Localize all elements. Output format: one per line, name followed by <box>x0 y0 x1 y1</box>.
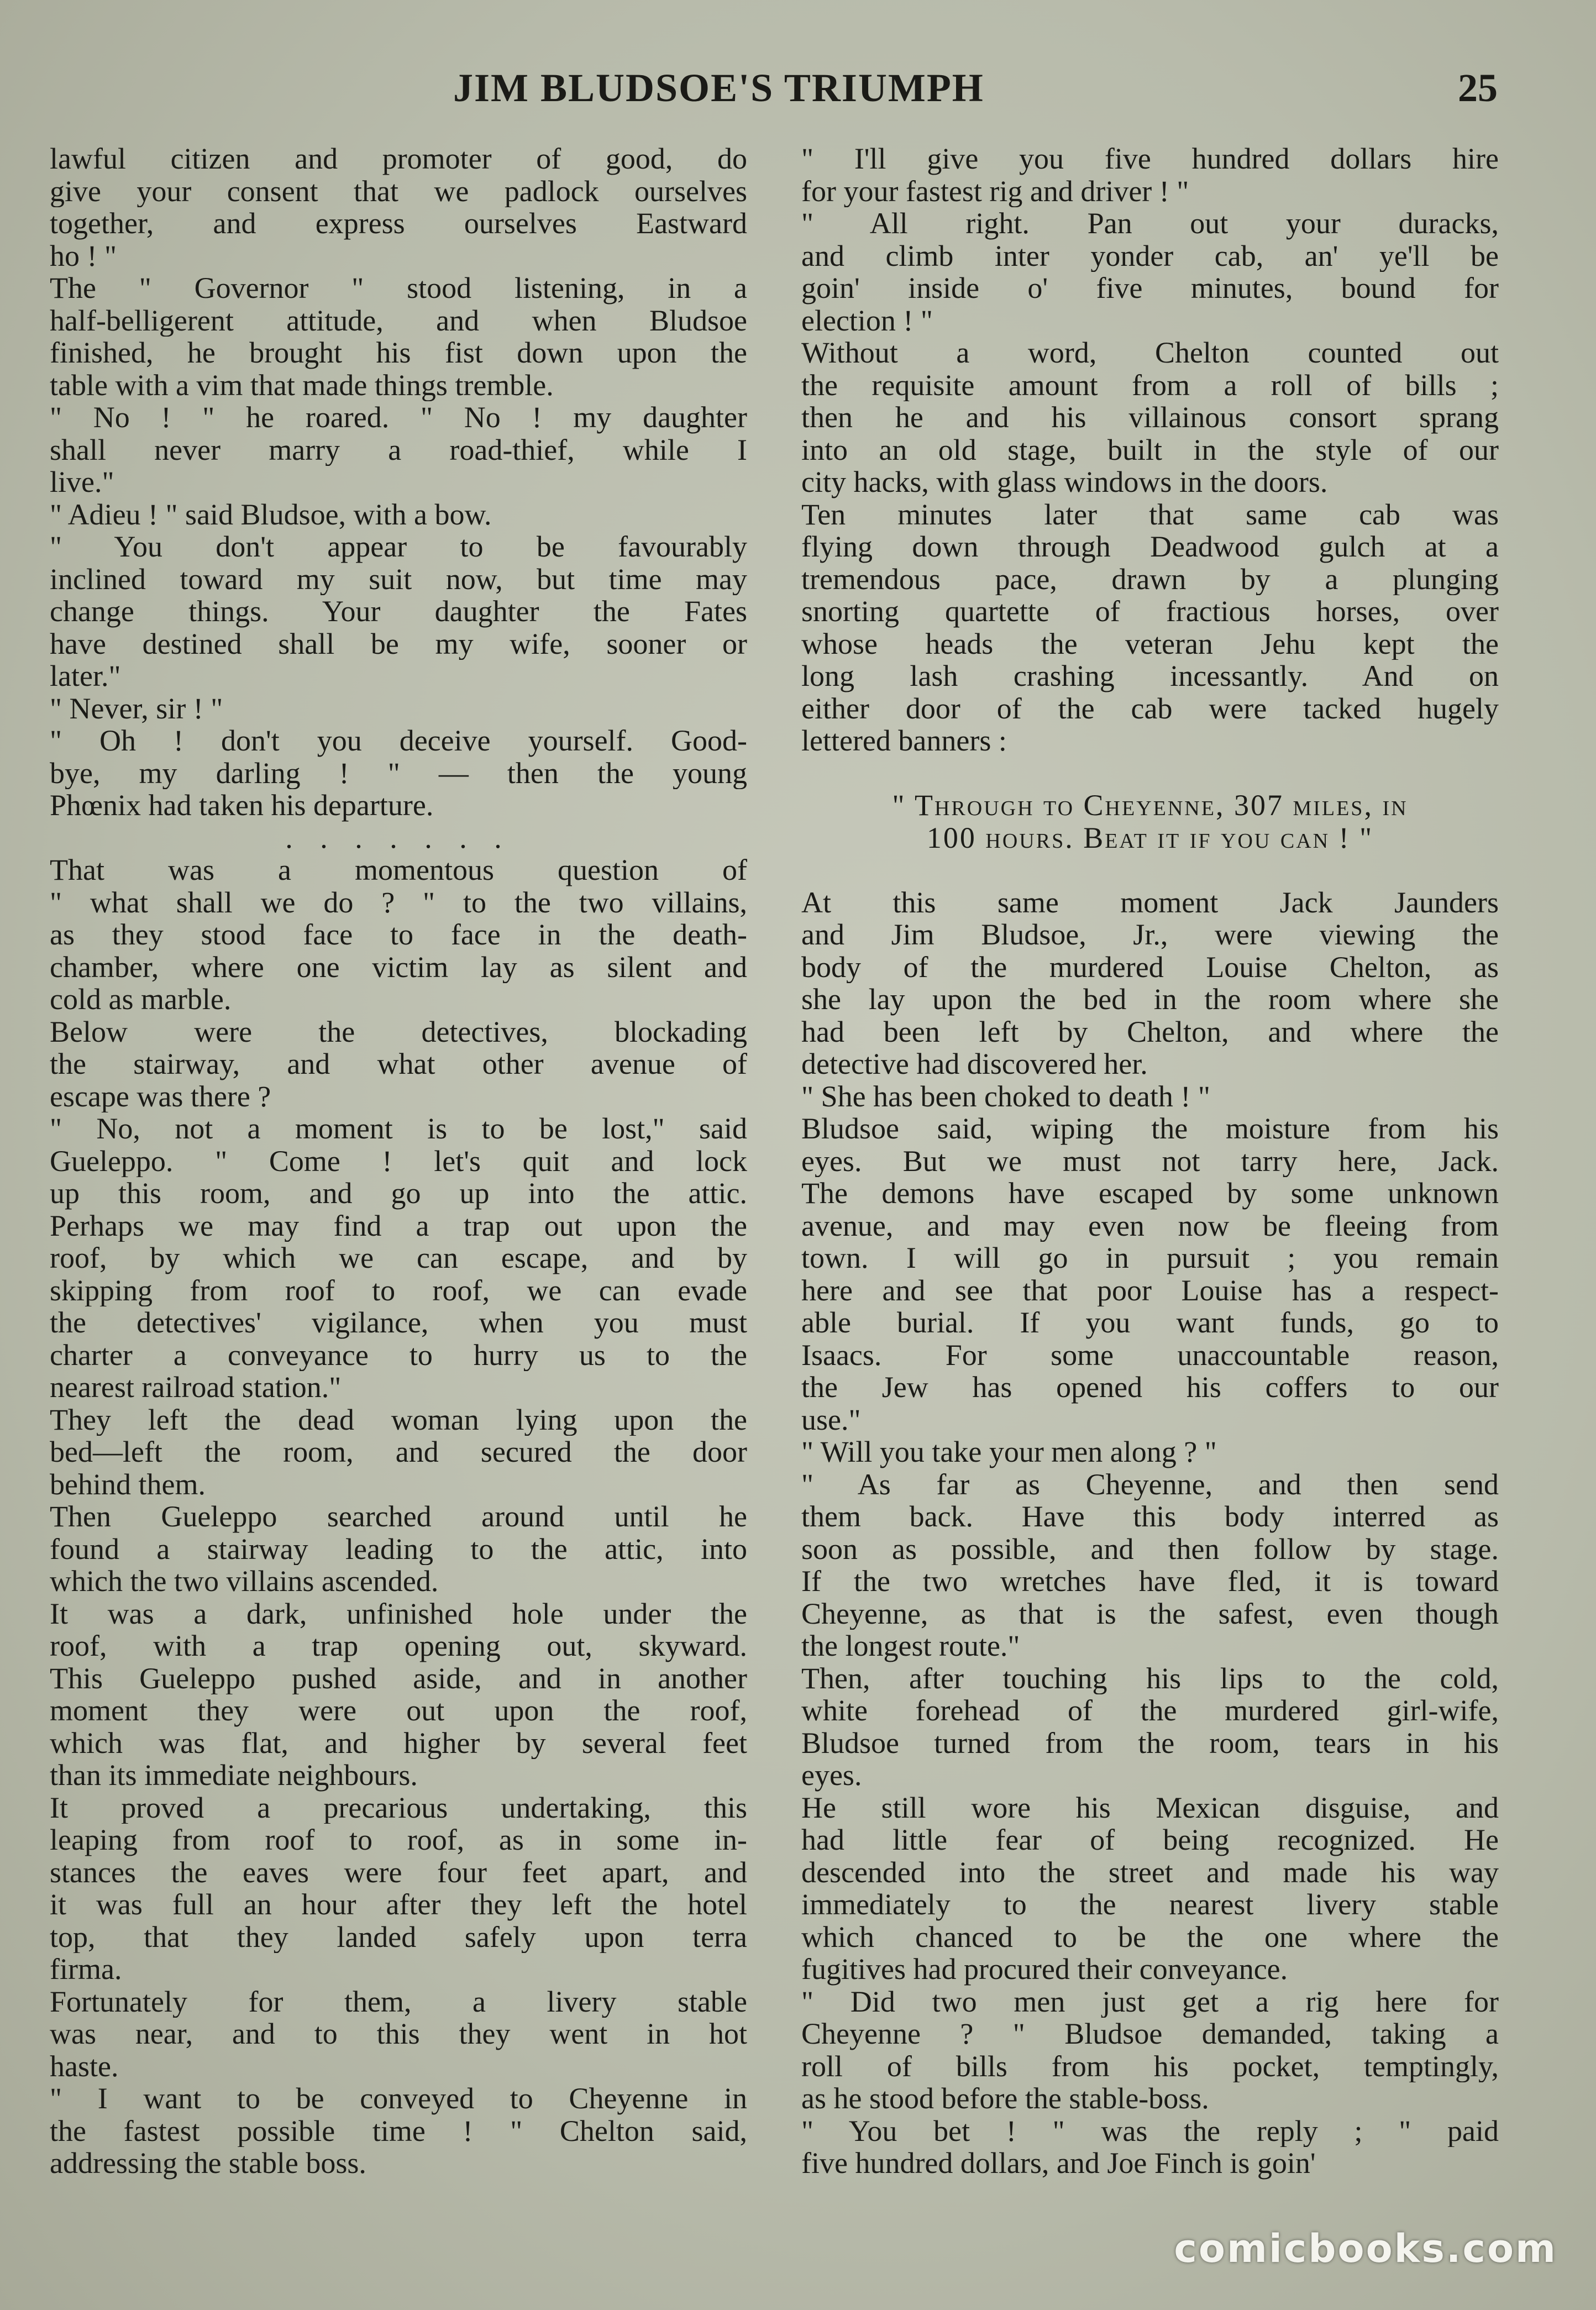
text-line: she lay upon the bed in the room where she <box>801 983 1499 1016</box>
text-line: inclined toward my suit now, but time may <box>50 563 747 595</box>
text-line: chamber, where one victim lay as silent and <box>50 951 747 983</box>
text-line: goin' inside o' five minutes, bound for <box>801 272 1499 305</box>
text-line: and Jim Bludsoe, Jr., were viewing the <box>801 918 1499 951</box>
text-line: live." <box>50 466 114 498</box>
text-line: as he stood before the stable-boss. <box>801 2082 1209 2115</box>
text-line: Cheyenne ? " Bludsoe demanded, taking a <box>801 2018 1499 2050</box>
text-line: which chanced to be the one where the <box>801 1920 1499 1953</box>
text-line <box>801 757 1499 790</box>
text-line: Isaacs. For some unaccountable reason, <box>801 1338 1499 1371</box>
text-line: Perhaps we may find a trap out upon the <box>50 1209 747 1242</box>
text-line: half-belligerent attitude, and when Bludsoe <box>50 304 747 337</box>
text-line: than its immediate neighbours. <box>50 1759 418 1792</box>
text-line: long lash crashing incessantly. And on <box>801 660 1499 692</box>
text-line: nearest railroad station." <box>50 1371 342 1404</box>
text-line: tremendous pace, drawn by a plunging <box>801 563 1499 595</box>
text-line: have destined shall be my wife, sooner or <box>50 627 747 660</box>
text-line: whose heads the veteran Jehu kept the <box>801 627 1499 660</box>
running-title: JIM BLUDSOE'S TRIUMPH <box>453 66 984 110</box>
text-line: avenue, and may even now be fleeing from <box>801 1209 1499 1242</box>
text-line: Bludsoe turned from the room, tears in his <box>801 1726 1499 1759</box>
text-line: haste. <box>50 2050 119 2082</box>
text-line: five hundred dollars, and Joe Finch is goin' <box>801 2147 1316 2180</box>
text-line: for your fastest rig and driver ! " <box>801 175 1189 207</box>
text-line: which was flat, and higher by several feet <box>50 1726 747 1759</box>
text-line: bed—left the room, and secured the door <box>50 1436 747 1468</box>
text-line: The demons have escaped by some unknown <box>801 1177 1499 1210</box>
text-line: the stairway, and what other avenue of <box>50 1048 747 1080</box>
text-line: the Jew has opened his coffers to our <box>801 1371 1499 1404</box>
text-line: If the two wretches have fled, it is toward <box>801 1565 1499 1598</box>
text-line: " As far as Cheyenne, and then send <box>801 1468 1499 1500</box>
text-line: It proved a precarious undertaking, this <box>50 1791 747 1824</box>
text-line: Bludsoe said, wiping the moisture from his <box>801 1112 1499 1145</box>
text-line: 100 hours. Beat it if you can ! " <box>926 821 1374 854</box>
text-line: The " Governor " stood listening, in a <box>50 272 747 305</box>
text-line: as they stood face to face in the death- <box>50 918 747 951</box>
text-line: either door of the cab were tacked hugely <box>801 692 1499 725</box>
text-line: Below were the detectives, blockading <box>50 1015 747 1048</box>
text-line: soon as possible, and then follow by stage. <box>801 1532 1499 1565</box>
text-line: escape was there ? <box>50 1080 271 1112</box>
text-line: up this room, and go up into the attic. <box>50 1177 747 1210</box>
text-line: town. I will go in pursuit ; you remain <box>801 1242 1499 1274</box>
text-line: " Never, sir ! " <box>50 692 223 725</box>
text-line: city hacks, with glass windows in the doors. <box>801 466 1328 498</box>
text-line: finished, he brought his fist down upon the <box>50 337 747 369</box>
text-line: " Through to Cheyenne, 307 miles, in <box>892 789 1408 822</box>
text-line: table with a vim that made things tremble. <box>50 369 554 401</box>
text-line: the fastest possible time ! " Chelton said, <box>50 2114 747 2147</box>
text-line: the requisite amount from a roll of bills ; <box>801 369 1499 401</box>
text-line: fugitives had procured their conveyance. <box>801 1953 1288 1986</box>
text-line: At this same moment Jack Jaunders <box>801 886 1499 918</box>
text-line: immediately to the nearest livery stable <box>801 1888 1499 1921</box>
text-line: then he and his villainous consort sprang <box>801 401 1499 434</box>
text-line: . . . . . . . <box>285 821 512 854</box>
text-line: white forehead of the murdered girl-wife, <box>801 1694 1499 1727</box>
text-line: the detectives' vigilance, when you must <box>50 1306 747 1339</box>
text-line: addressing the stable boss. <box>50 2147 366 2180</box>
text-line: ho ! " <box>50 239 117 272</box>
text-line: " You don't appear to be favourably <box>50 531 747 563</box>
text-line: and climb inter yonder cab, an' ye'll be <box>801 239 1499 272</box>
text-line: That was a momentous question of <box>50 854 747 886</box>
text-line: into an old stage, built in the style of our <box>801 433 1499 466</box>
text-line: " Oh ! don't you deceive yourself. Good- <box>50 725 747 757</box>
text-line: together, and express ourselves Eastward <box>50 207 747 240</box>
text-line: firma. <box>50 1953 122 1986</box>
text-line: eyes. But we must not tarry here, Jack. <box>801 1144 1499 1177</box>
text-line: " Adieu ! " said Bludsoe, with a bow. <box>50 498 492 531</box>
text-line: which the two villains ascended. <box>50 1565 439 1598</box>
text-line: top, that they landed safely upon terra <box>50 1920 747 1953</box>
text-line: lettered banners : <box>801 725 1007 757</box>
text-line: bye, my darling ! " — then the young <box>50 757 747 789</box>
text-line: behind them. <box>50 1468 206 1500</box>
text-line: snorting quartette of fractious horses, over <box>801 595 1499 628</box>
text-line: give your consent that we padlock ourselves <box>50 175 747 207</box>
text-line: use." <box>801 1403 861 1436</box>
text-line: " I want to be conveyed to Cheyenne in <box>50 2082 747 2115</box>
text-line: " Will you take your men along ? " <box>801 1436 1217 1468</box>
watermark: comicbooks.com <box>1174 2226 1557 2271</box>
text-line: eyes. <box>801 1759 862 1792</box>
text-line: It was a dark, unfinished hole under the <box>50 1597 747 1630</box>
text-line: Without a word, Chelton counted out <box>801 337 1499 369</box>
text-line: " All right. Pan out your duracks, <box>801 207 1499 240</box>
text-line: Ten minutes later that same cab was <box>801 498 1499 531</box>
text-line: stances the eaves were four feet apart, and <box>50 1856 747 1888</box>
text-line: He still wore his Mexican disguise, and <box>801 1791 1499 1824</box>
text-line: roof, with a trap opening out, skyward. <box>50 1630 747 1662</box>
page-number: 25 <box>1458 66 1498 110</box>
left-column <box>50 143 747 2180</box>
text-line: charter a conveyance to hurry us to the <box>50 1338 747 1371</box>
text-line: detective had discovered her. <box>801 1048 1148 1080</box>
text-line: cold as marble. <box>50 983 232 1016</box>
text-line: They left the dead woman lying upon the <box>50 1403 747 1436</box>
text-line: moment they were out upon the roof, <box>50 1694 747 1727</box>
text-line: Then Gueleppo searched around until he <box>50 1500 747 1533</box>
text-line: election ! " <box>801 304 933 337</box>
text-line: had been left by Chelton, and where the <box>801 1015 1499 1048</box>
text-line: descended into the street and made his way <box>801 1856 1499 1888</box>
text-line: " She has been choked to death ! " <box>801 1080 1210 1112</box>
text-line: " No, not a moment is to be lost," said <box>50 1112 747 1145</box>
text-line: here and see that poor Louise has a respect- <box>801 1274 1499 1306</box>
text-line: " I'll give you five hundred dollars hire <box>801 143 1499 175</box>
text-line <box>801 854 1499 886</box>
text-line: Phœnix had taken his departure. <box>50 789 434 822</box>
text-line: the longest route." <box>801 1630 1020 1662</box>
text-line: roll of bills from his pocket, temptingly, <box>801 2050 1499 2082</box>
text-line: leaping from roof to roof, as in some in- <box>50 1824 747 1856</box>
text-line: This Gueleppo pushed aside, and in another <box>50 1662 747 1694</box>
text-line: found a stairway leading to the attic, into <box>50 1532 747 1565</box>
right-column <box>801 143 1499 2180</box>
text-line: " No ! " he roared. " No ! my daughter <box>50 401 747 434</box>
text-line: body of the murdered Louise Chelton, as <box>801 951 1499 983</box>
text-line: had little fear of being recognized. He <box>801 1824 1499 1856</box>
text-line: Then, after touching his lips to the cold, <box>801 1662 1499 1694</box>
text-line: Fortunately for them, a livery stable <box>50 1985 747 2018</box>
text-line: later." <box>50 660 121 692</box>
page-header <box>0 65 1596 120</box>
text-line: " what shall we do ? " to the two villains, <box>50 886 747 918</box>
text-line: lawful citizen and promoter of good, do <box>50 143 747 175</box>
text-line: able burial. If you want funds, go to <box>801 1306 1499 1339</box>
text-line: skipping from roof to roof, we can evade <box>50 1274 747 1306</box>
text-line: Cheyenne, as that is the safest, even though <box>801 1597 1499 1630</box>
text-line: shall never marry a road-thief, while I <box>50 433 747 466</box>
text-line: " Did two men just get a rig here for <box>801 1985 1499 2018</box>
text-line: it was full an hour after they left the hotel <box>50 1888 747 1921</box>
text-line: was near, and to this they went in hot <box>50 2018 747 2050</box>
text-line: them back. Have this body interred as <box>801 1500 1499 1533</box>
text-line: Gueleppo. " Come ! let's quit and lock <box>50 1144 747 1177</box>
text-line: change things. Your daughter the Fates <box>50 595 747 628</box>
text-line: " You bet ! " was the reply ; " paid <box>801 2114 1499 2147</box>
text-line: flying down through Deadwood gulch at a <box>801 531 1499 563</box>
text-line: roof, by which we can escape, and by <box>50 1242 747 1274</box>
